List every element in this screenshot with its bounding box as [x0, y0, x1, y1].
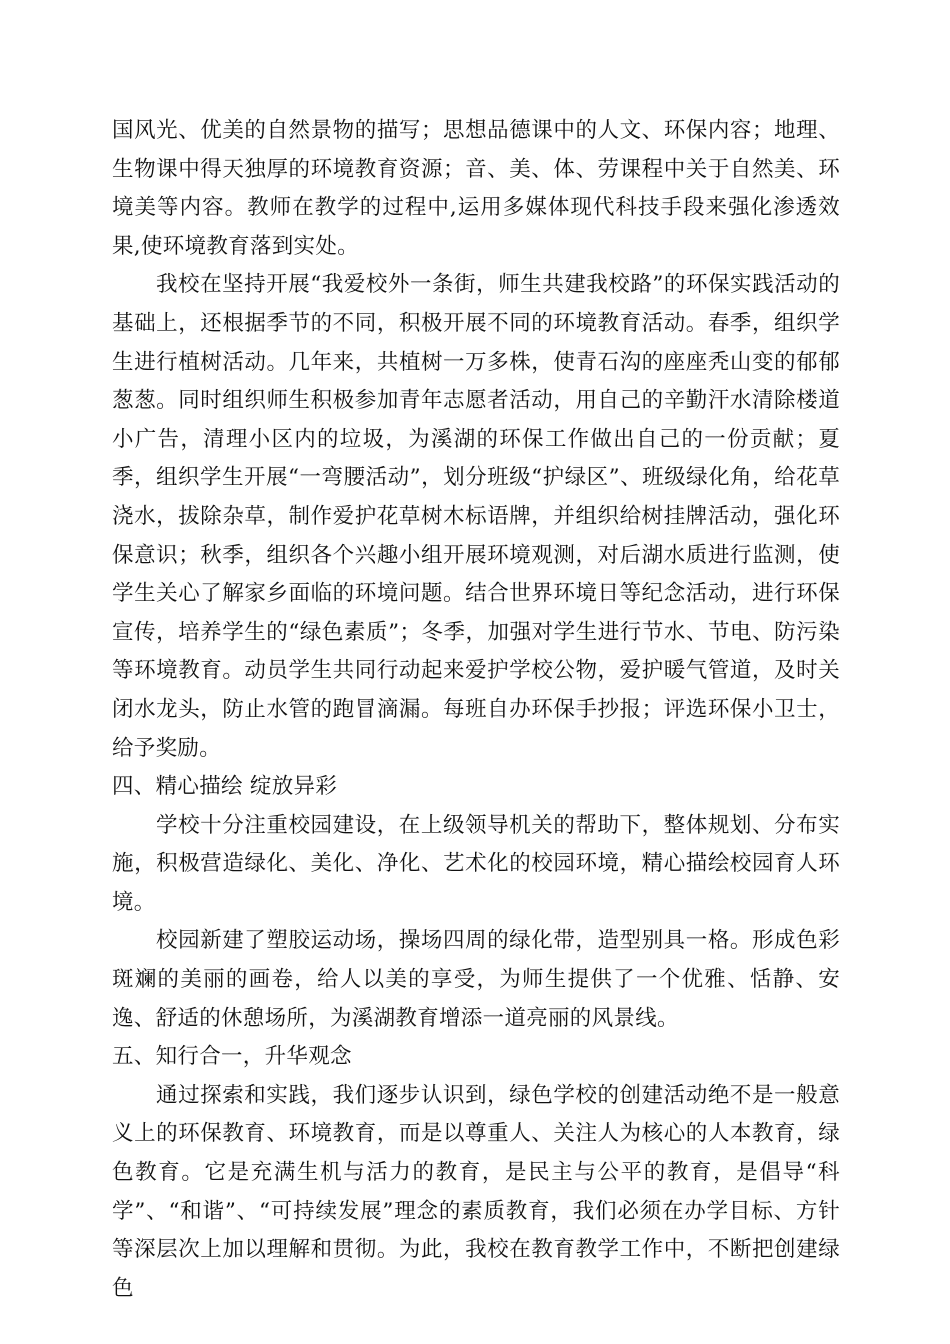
paragraph-sports-field: 校园新建了塑胶运动场，操场四周的绿化带，造型别具一格。形成色彩斑斓的美丽的画卷，给人以美的享受，为师生提供了一个优雅、恬静、安逸、舒适的休憩场所，为溪湖教育增添一道亮丽的风景线。 — [112, 928, 840, 1031]
paragraph-curriculum-resources: 国风光、优美的自然景物的描写；思想品德课中的人文、环保内容；地理、生物课中得天独厚的环境教育资源；音、美、体、劳课程中关于自然美、环境美等内容。教师在教学的过程中,运用多媒体现代科技手段来强化渗透效果,使环境教育落到实处。 — [112, 118, 840, 259]
section-heading-5: 五、知行合一，升华观念 — [112, 1044, 352, 1070]
paragraph-seasonal-activities: 我校在坚持开展“我爱校外一条街，师生共建我校路”的环保实践活动的基础上，还根据季节的不同，积极开展不同的环境教育活动。春季，组织学生进行植树活动。几年来，共植树一万多株，使青石沟的座座秃山变的郁郁葱葱。同时组织师生积极参加青年志愿者活动，用自己的辛勤汗水清除楼道小广告，清理小区内的垃圾，为溪湖的环保工作做出自己的一份贡献；夏季，组织学生开展“一弯腰活动”，划分班级“护绿区”、班级绿化角，给花草浇水，拔除杂草，制作爱护花草树木标语牌，并组织给树挂牌活动，强化环保意识；秋季，组织各个兴趣小组开展环境观测，对后湖水质进行监测，使学生关心了解家乡面临的环境问题。结合世界环境日等纪念活动，进行环保宣传，培养学生的“绿色素质”；冬季，加强对学生进行节水、节电、防污染等环境教育。动员学生共同行动起来爱护学校公物，爱护暖气管道，及时关闭水龙头，防止水管的跑冒滴漏。每班自办环保手抄报；评选环保小卫士，给予奖励。 — [112, 272, 840, 761]
section-heading-4: 四、精心描绘 绽放异彩 — [112, 774, 338, 800]
paragraph-green-school-concept: 通过探索和实践，我们逐步认识到，绿色学校的创建活动绝不是一般意义上的环保教育、环境教育，而是以尊重人、关注人为核心的人本教育，绿色教育。它是充满生机与活力的教育，是民主与公平的教育，是倡导“科学”、“和谐”、“可持续发展”理念的素质教育，我们必须在办学目标、方针等深层次上加以理解和贯彻。为此，我校在教育教学工作中，不断把创建绿色 — [112, 1082, 840, 1301]
document-body — [112, 112, 840, 1308]
paragraph-campus-construction: 学校十分注重校园建设，在上级领导机关的帮助下，整体规划、分布实施，积极营造绿化、美化、净化、艺术化的校园环境，精心描绘校园育人环境。 — [112, 812, 840, 915]
